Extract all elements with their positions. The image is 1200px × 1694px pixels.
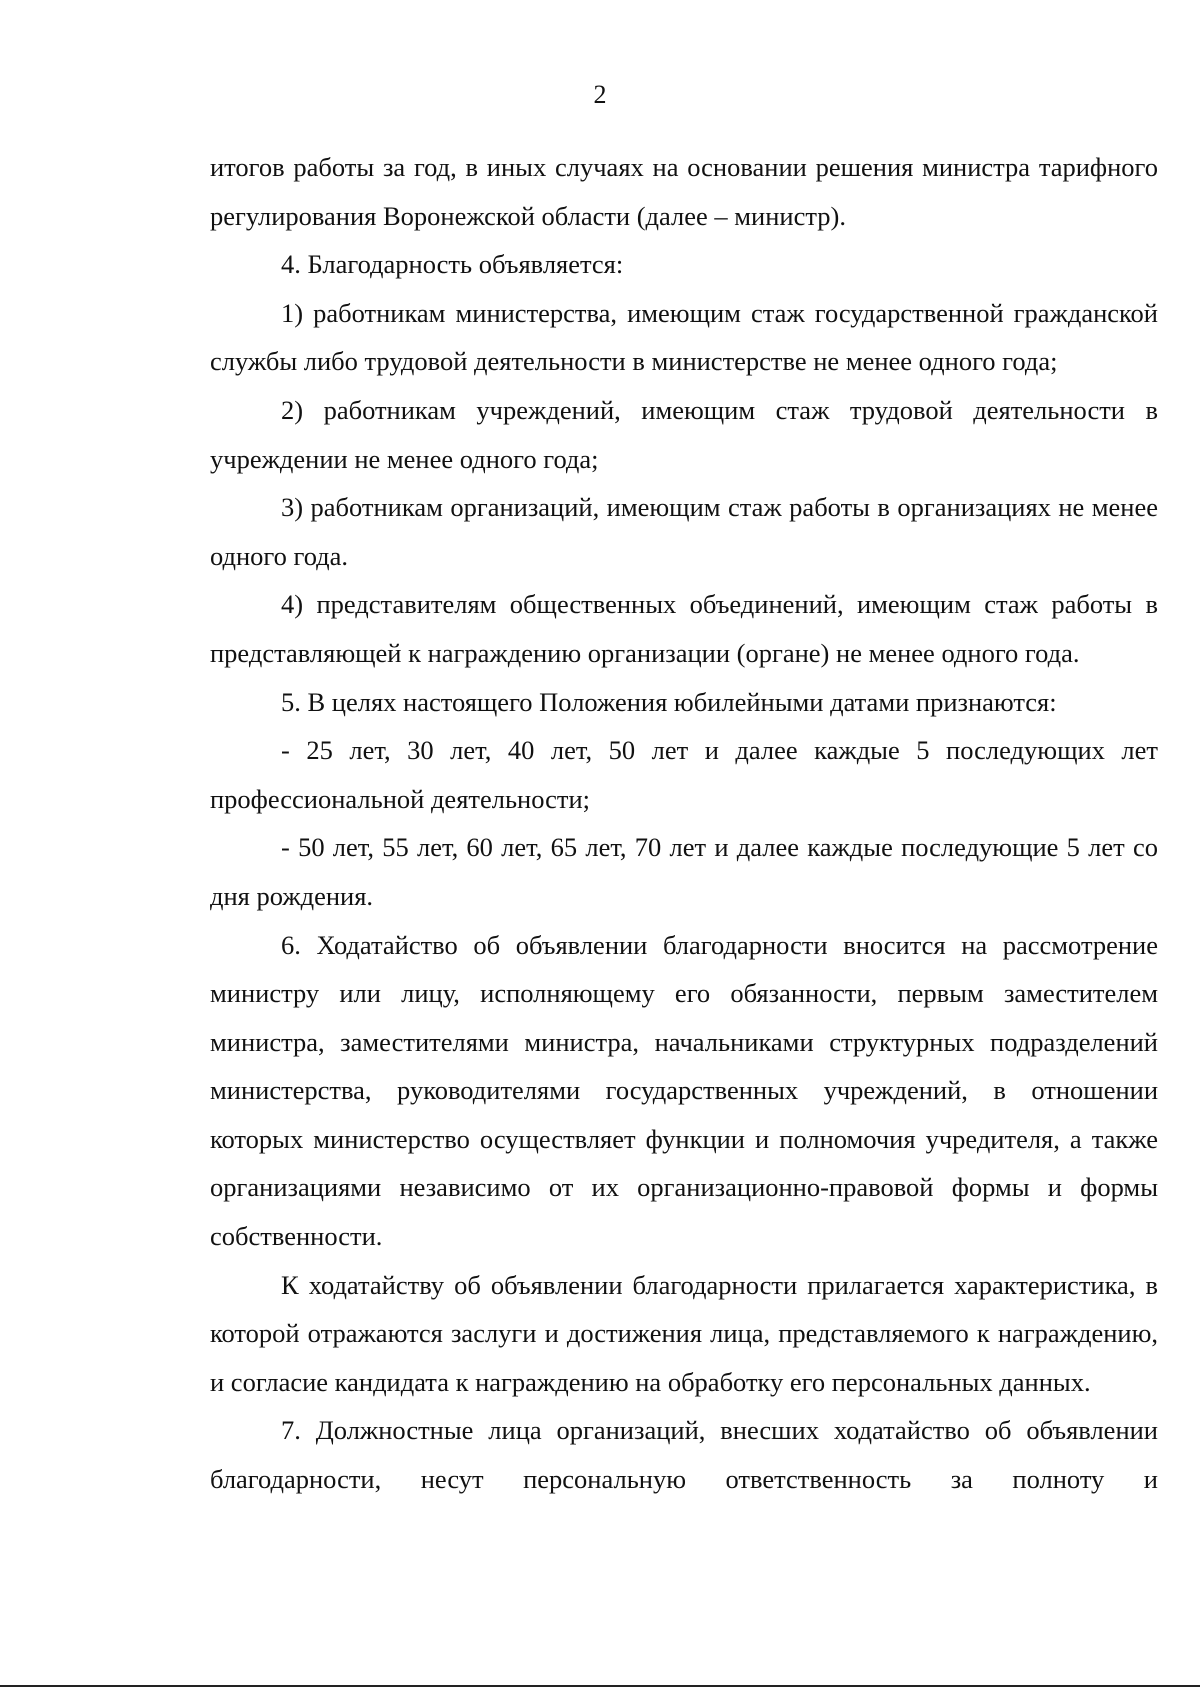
paragraph-subitem-1: 1) работникам министерства, имеющим стаж государственной гражданской службы либо трудовой деятельности в министерстве не менее одного года; [210,297,1158,377]
paragraph-jubilee-birthday: - 50 лет, 55 лет, 60 лет, 65 лет, 70 лет и далее каждые последующие 5 лет со дня рождения. [210,832,1158,911]
paragraph-item-5-heading: 5. В целях настоящего Положения юбилейными датами признаются: [281,686,1057,717]
paragraph-jubilee-professional: - 25 лет, 30 лет, 40 лет, 50 лет и далее каждые 5 последующих лет профессиональной деятельности; [210,735,1158,814]
paragraph-subitem-3: 3) работникам организаций, имеющим стаж работы в организациях не менее одного года. [210,492,1158,571]
paragraph-item-4-heading: 4. Благодарность объявляется: [281,249,624,280]
page-number: 2 [593,80,607,109]
page-bottom-rule [0,1685,1200,1687]
paragraph-continuation: итогов работы за год, в иных случаях на основании решения министра тарифного регулирования Воронежской области (далее – министр). [210,152,1158,231]
paragraph-subitem-2: 2) работникам учреждений, имеющим стаж трудовой деятельности в учреждении не менее одного года; [210,394,1158,474]
paragraph-item-7: 7. Должностные лица организаций, внесших ходатайство об объявлении благодарности, несут персональную ответственность за полноту и [210,1415,1158,1495]
paragraph-item-6: 6. Ходатайство об объявлении благодарности вносится на рассмотрение министру или лицу, исполняющему его обязанности, первым заместителем министра, заместителями министра, начальниками структурных подразделений министерства, руководителями государственных учреждений, в отношении которых министерство осуществляет функции и полномочия учредителя, а также организациями независимо от их организационно-правовой формы и формы собственности. [210,929,1158,1252]
paragraph-attachment: К ходатайству об объявлении благодарности прилагается характеристика, в которой отражаются заслуги и достижения лица, представляемого к награждению, и согласие кандидата к награждению на обработку его персональных данных. [210,1269,1158,1397]
paragraph-subitem-4: 4) представителям общественных объединений, имеющим стаж работы в представляющей к награждению организации (органе) не менее одного года. [210,589,1158,668]
document-body [210,143,1158,1504]
